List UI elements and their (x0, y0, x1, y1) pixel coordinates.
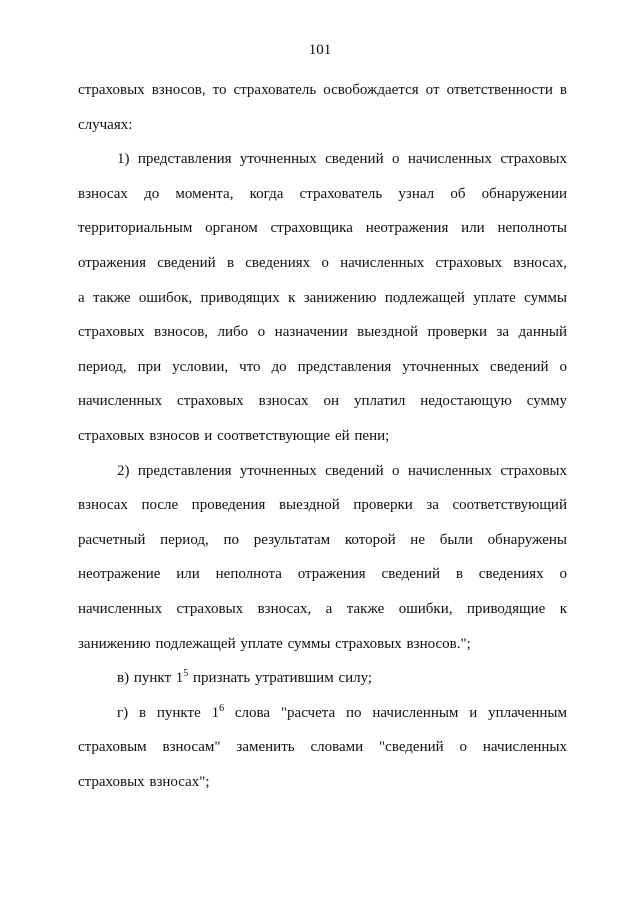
page-number: 101 (308, 42, 332, 58)
text-line (78, 661, 567, 696)
superscript: 5 (183, 668, 189, 680)
paragraph-item-1 (78, 142, 567, 453)
text-line: страховых взносах"; (78, 773, 210, 790)
text-fragment: признать утратившим силу; (188, 670, 373, 687)
text-line: страховых взносов и соответствующие ей пени; (78, 427, 390, 444)
text-line: начисленных страховых взносах он уплатил недостающую сумму (78, 393, 567, 410)
text-line: 2) представления уточненных сведений о начисленных страховых (117, 462, 567, 479)
text-fragment: г) в пункте 1 (117, 704, 220, 721)
text-line: а также ошибок, приводящих к занижению подлежащей уплате суммы (78, 289, 567, 306)
text-line: случаях: (78, 116, 133, 133)
text-fragment: слова "расчета по начисленным и уплаченным (224, 704, 567, 721)
paragraph-intro (78, 73, 567, 142)
text-line: страховым взносам" заменить словами "сведений о начисленных (78, 739, 567, 756)
text-fragment: в) пункт 1 (117, 670, 184, 687)
paragraph-item-v (78, 661, 567, 696)
document-body (78, 73, 567, 799)
text-line: расчетный период, по результатам которой не были обнаружены (78, 531, 567, 548)
text-line: занижению подлежащей уплате суммы страховых взносов."; (78, 635, 471, 652)
text-line: неотражение или неполнота отражения сведений в сведениях о (78, 566, 567, 583)
text-line: взносах после проведения выездной проверки за соответствующий (78, 497, 567, 514)
text-line: взносах до момента, когда страхователь узнал об обнаружении (78, 185, 567, 202)
text-line: 1) представления уточненных сведений о начисленных страховых (117, 151, 567, 168)
text-line: территориальным органом страховщика неотражения или неполноты (78, 220, 567, 237)
text-line: страховых взносов, то страхователь освобождается от ответственности в (78, 82, 567, 98)
text-line: отражения сведений в сведениях о начисленных страховых взносах, (78, 254, 567, 271)
text-line: период, при условии, что до представления уточненных сведений о (78, 358, 567, 375)
text-line (78, 696, 567, 731)
superscript: 6 (219, 702, 225, 714)
paragraph-item-g (78, 696, 567, 800)
paragraph-item-2 (78, 454, 567, 662)
text-line: начисленных страховых взносах, а также ошибки, приводящие к (78, 600, 567, 617)
text-line: страховых взносов, либо о назначении выездной проверки за данный (78, 324, 567, 341)
